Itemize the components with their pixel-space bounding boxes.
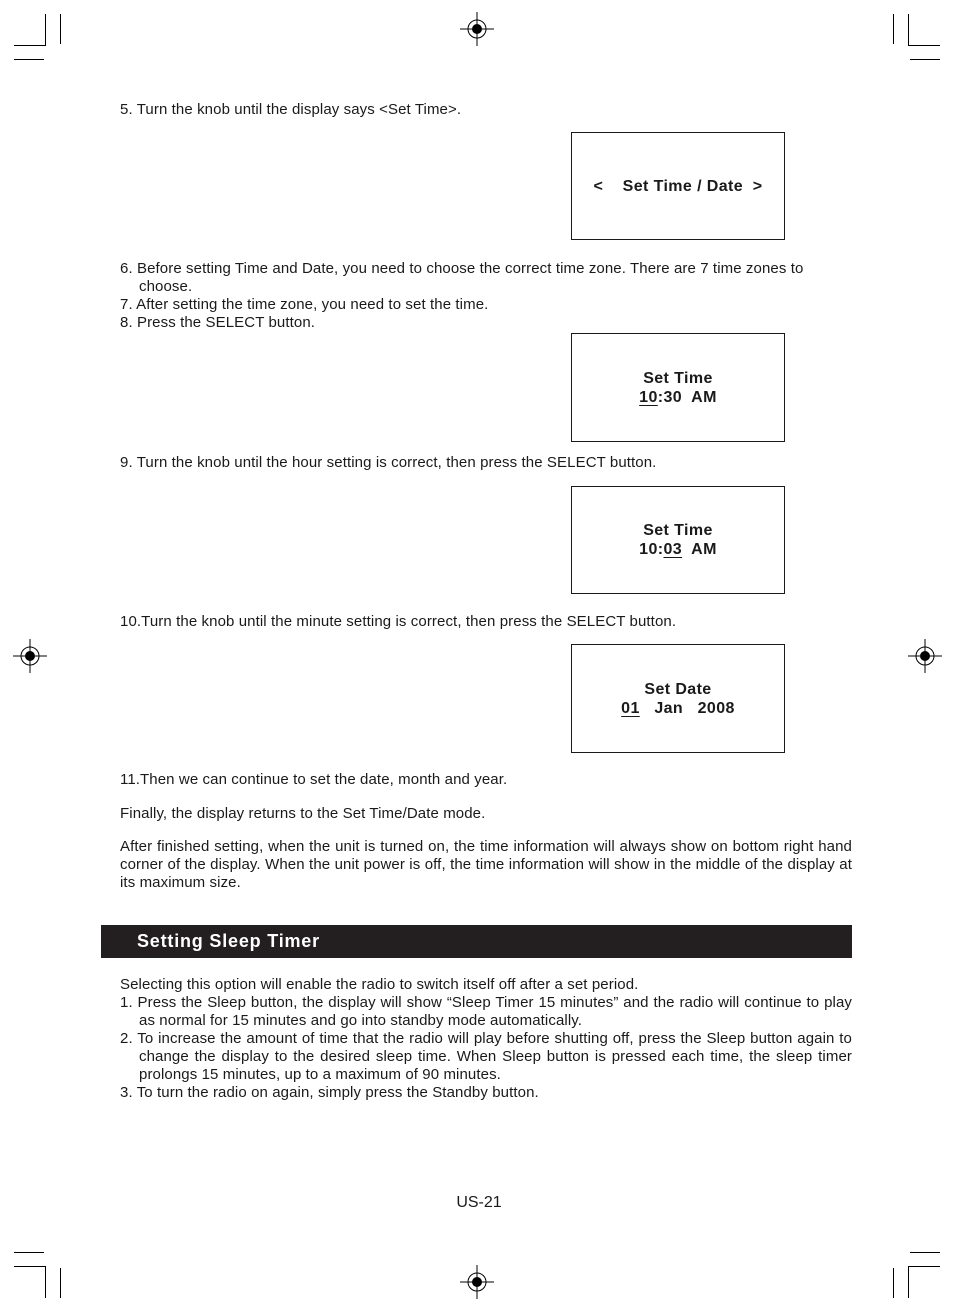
registration-mark-icon: [460, 12, 494, 46]
crop-mark: [908, 45, 940, 46]
display-value: 10:03 AM: [639, 541, 717, 558]
crop-mark: [910, 59, 940, 60]
day-value: 01: [621, 699, 640, 717]
display-title: Set Time: [643, 522, 713, 539]
display-set-time-hour: [571, 333, 785, 442]
minute-value: 03: [663, 541, 683, 558]
finally-paragraph: Finally, the display returns to the Set Time/Date mode.: [120, 805, 486, 822]
display-set-date: [571, 644, 785, 753]
step-9: 9. Turn the knob until the hour setting is correct, then press the SELECT button.: [120, 454, 657, 471]
crop-mark: [14, 1266, 46, 1267]
registration-mark-icon: [908, 639, 942, 673]
crop-mark: [893, 1268, 894, 1298]
crop-mark: [908, 1266, 940, 1267]
sleep-intro: Selecting this option will enable the radio to switch itself off after a set period.: [120, 976, 639, 993]
sleep-timer-body: [120, 976, 852, 1102]
display-title: Set Time: [643, 369, 713, 387]
sleep-step-1: 1. Press the Sleep button, the display will show “Sleep Timer 15 minutes” and the radio will continue to play as normal for 15 minutes and go into standby mode automatically.: [120, 994, 852, 1029]
steps-6-8: [120, 260, 820, 332]
step-11: 11.Then we can continue to set the date, month and year.: [120, 771, 508, 788]
step-5: 5. Turn the knob until the display says <Set Time>.: [120, 101, 462, 118]
page-number: US-21: [456, 1194, 502, 1211]
display-value: 10:30 AM: [639, 388, 717, 406]
crop-mark: [45, 14, 46, 46]
step-6: 6. Before setting Time and Date, you need to choose the correct time zone. There are 7 time zones to choose.: [120, 260, 804, 295]
display-title: Set Date: [644, 680, 712, 698]
display-set-time-minute: [571, 486, 785, 594]
crop-mark: [14, 59, 44, 60]
registration-mark-icon: [13, 639, 47, 673]
crop-mark: [60, 1268, 61, 1298]
sleep-step-3: 3. To turn the radio on again, simply press the Standby button.: [120, 1084, 539, 1101]
crop-mark: [14, 45, 46, 46]
step-7: 7. After setting the time zone, you need to set the time.: [120, 296, 489, 313]
after-paragraph: After finished setting, when the unit is turned on, the time information will always show on bottom right hand corner of the display. When the unit power is off, the time information will show in the middle of the display at its maximum size.: [120, 838, 852, 891]
crop-mark: [14, 1252, 44, 1253]
crop-mark: [908, 14, 909, 46]
crop-mark: [893, 14, 894, 44]
display-row: < Set Time / Date >: [593, 177, 763, 195]
sleep-step-2: 2. To increase the amount of time that the radio will play before shutting off, press the Sleep button again to change the display to the desired sleep time. When Sleep button is pressed each time, the sleep timer prolongs 15 minutes, up to a maximum of 90 minutes.: [120, 1030, 852, 1083]
crop-mark: [910, 1252, 940, 1253]
display-set-time-date: [571, 132, 785, 240]
crop-mark: [45, 1266, 46, 1298]
step-10: 10.Turn the knob until the minute setting is correct, then press the SELECT button.: [120, 613, 677, 630]
crop-mark: [908, 1266, 909, 1298]
display-value: 01 Jan 2008: [621, 699, 735, 717]
step-8: 8. Press the SELECT button.: [120, 314, 316, 331]
hour-value: 10: [639, 388, 658, 406]
section-title: Setting Sleep Timer: [137, 931, 320, 951]
registration-mark-icon: [460, 1265, 494, 1299]
crop-mark: [60, 14, 61, 44]
section-header: [101, 925, 852, 958]
